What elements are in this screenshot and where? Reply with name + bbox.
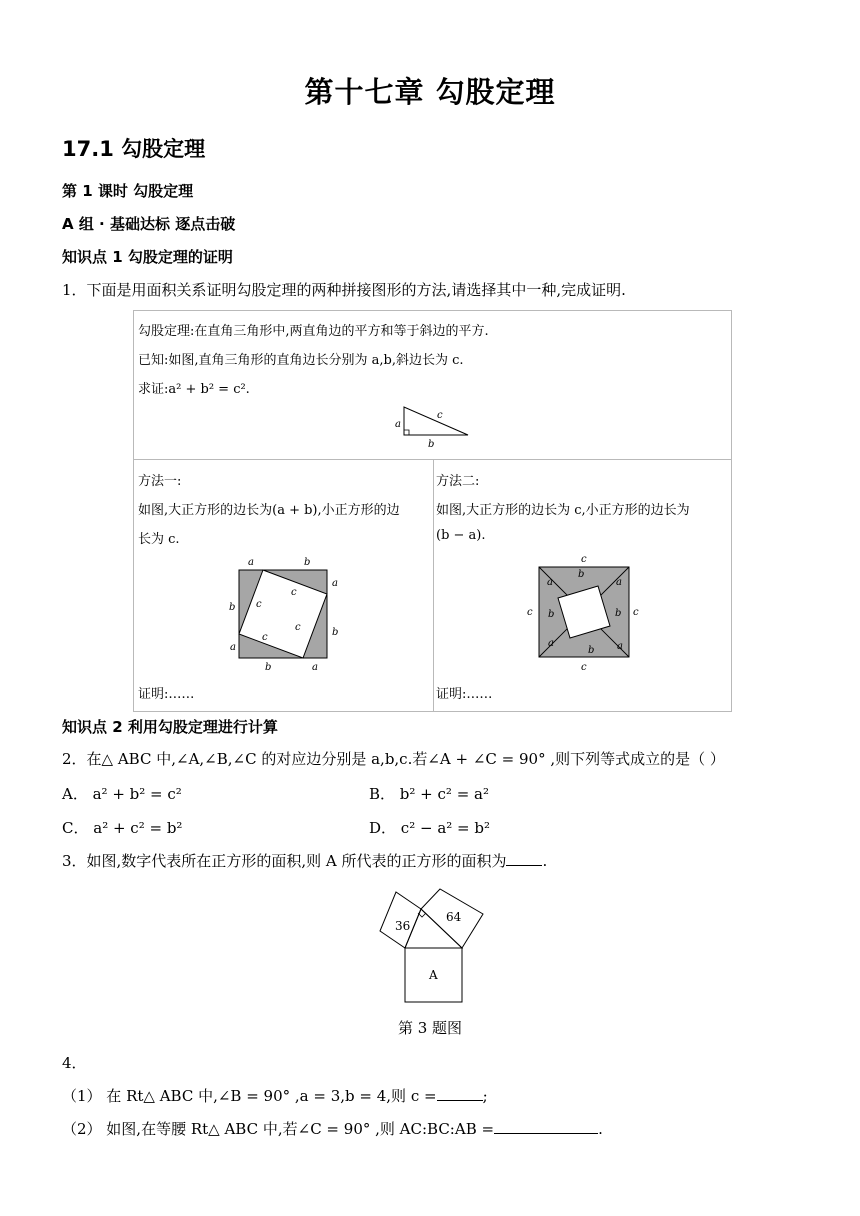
square-36-label: 36 (395, 919, 411, 933)
m1-label: a (332, 578, 338, 589)
q4-part1-end: ; (482, 1087, 488, 1105)
m1-label: a (248, 557, 254, 568)
tri-label-c: c (437, 410, 443, 421)
figure-3-caption: 第 3 题图 (397, 1019, 463, 1037)
question-3-figure (378, 880, 490, 1006)
proof-box (133, 310, 732, 712)
prove-text: 求证:a² + b² = c². (138, 382, 250, 397)
m2-label: c (633, 607, 639, 618)
method1-proof: 证明:…… (138, 687, 195, 702)
m1-label: a (230, 642, 236, 653)
square-64-label: 64 (446, 910, 462, 924)
m2-label: b (548, 609, 555, 620)
m2-label: c (581, 662, 587, 673)
m1-label: b (304, 557, 311, 568)
m2-label: a (617, 641, 623, 652)
chapter-title: 第十七章 勾股定理 (304, 75, 556, 109)
m2-label: c (527, 607, 533, 618)
method2-line1: 如图,大正方形的边长为 c,小正方形的边长为 (436, 503, 690, 518)
section-title: 17.1 勾股定理 (62, 137, 206, 161)
right-triangle-figure (392, 403, 476, 451)
m1-label: b (265, 662, 272, 673)
q4-part2-end: . (598, 1120, 603, 1138)
option-a: A． a² + b² = c² (62, 785, 182, 803)
box-divider-vertical (433, 459, 434, 711)
option-c: C． a² + c² = b² (62, 819, 183, 837)
q4-part1-text: （1） 在 Rt△ ABC 中,∠B = 90° ,a = 3,b = 4,则 c = (62, 1087, 437, 1105)
m1-label: c (295, 622, 301, 633)
m1-label: b (229, 602, 236, 613)
method2-line2: (b − a). (436, 528, 486, 543)
question-4-part2 (62, 1118, 603, 1139)
m2-label: b (578, 569, 585, 580)
method2-title: 方法二: (436, 474, 480, 489)
knowledge-point-1: 知识点 1 勾股定理的证明 (62, 248, 233, 266)
m1-label: c (256, 599, 262, 610)
question-1-stem: 1．下面是用面积关系证明勾股定理的两种拼接图形的方法,请选择其中一种,完成证明. (62, 281, 626, 299)
given-text: 已知:如图,直角三角形的直角边长分别为 a,b,斜边长为 c. (138, 353, 464, 368)
q4-part2-text: （2） 如图,在等腰 Rt△ ABC 中,若∠C = 90° ,则 AC:BC:AB = (62, 1120, 495, 1138)
m2-label: a (616, 577, 622, 588)
m2-label: a (548, 638, 554, 649)
m2-label: c (581, 554, 587, 565)
theorem-text: 勾股定理:在直角三角形中,两直角边的平方和等于斜边的平方. (138, 324, 489, 339)
q3-end: . (542, 852, 548, 870)
group-title: A 组 · 基础达标 逐点击破 (62, 215, 236, 233)
lesson-title: 第 1 课时 勾股定理 (62, 182, 194, 200)
method2-figure (520, 551, 650, 675)
tri-label-a: a (395, 419, 401, 430)
method2-proof: 证明:…… (436, 687, 493, 702)
option-b: B． b² + c² = a² (369, 785, 489, 803)
q4-part1-blank[interactable] (437, 1099, 483, 1101)
m1-label: b (332, 627, 339, 638)
question-4-part1 (62, 1085, 488, 1106)
m1-label: c (291, 587, 297, 598)
question-2-stem: 2．在△ ABC 中,∠A,∠B,∠C 的对应边分别是 a,b,c.若∠A + ∠C = 90° ,则下列等式成立的是（ ） (62, 750, 725, 768)
option-d: D． c² − a² = b² (369, 819, 490, 837)
method1-title: 方法一: (138, 474, 182, 489)
tri-label-b: b (428, 439, 435, 450)
question-3-stem: 3．如图,数字代表所在正方形的面积,则 A 所代表的正方形的面积为 (62, 852, 507, 870)
method1-line2: 长为 c. (138, 532, 180, 547)
knowledge-point-2: 知识点 2 利用勾股定理进行计算 (62, 718, 278, 736)
m2-label: a (547, 577, 553, 588)
m1-label: c (262, 632, 268, 643)
m2-label: b (588, 645, 595, 656)
m2-label: b (615, 608, 622, 619)
q3-answer-blank[interactable] (506, 864, 542, 866)
method1-figure (222, 555, 346, 675)
q4-part2-blank[interactable] (494, 1132, 598, 1134)
question-3-line (62, 850, 547, 871)
m1-label: a (312, 662, 318, 673)
square-a-label: A (429, 968, 438, 982)
method1-line1: 如图,大正方形的边长为(a + b),小正方形的边 (138, 503, 400, 518)
question-4-number: 4． (62, 1054, 87, 1072)
